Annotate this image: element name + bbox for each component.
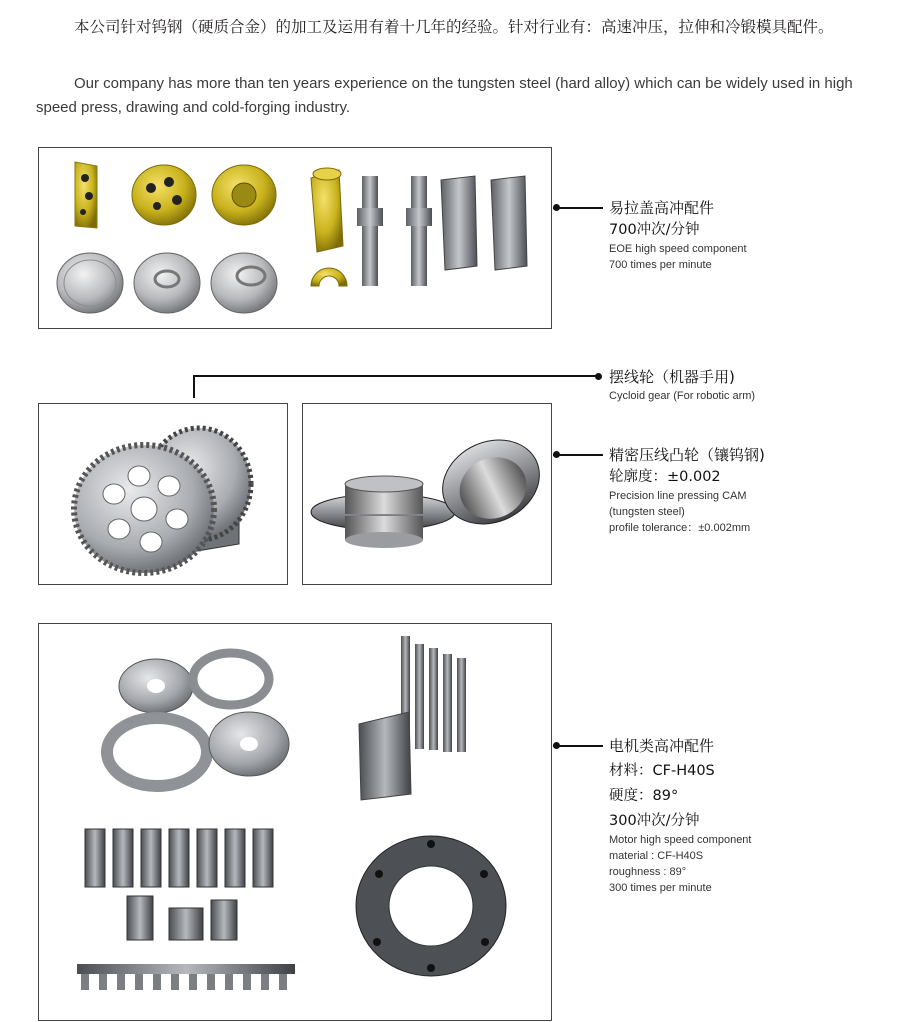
motor-speed-cn: 300冲次/分钟 [609,813,700,829]
cycloid-title: 摆线轮（机器手用) [609,368,735,386]
intro-english: Our company has more than ten years experience on the tungsten steel (hard alloy) which can be widely used in high speed press, drawing and cold-forging industry. [36,75,853,116]
cycloid-desc-en: Cycloid gear (For robotic arm) [609,390,756,402]
cam-tolerance-cn: 轮廓度：±0.002 [609,469,721,485]
eoe-callout [609,197,747,273]
motor-roughness-en: roughness : 89° [609,866,687,878]
cam-title: 精密压线凸轮（镶钨钢) [609,446,765,464]
motor-material-cn: 材料：CF-H40S [609,763,715,779]
cam-callout-line [553,454,603,456]
cycloid-callout-line [193,375,600,377]
cam-callout [609,444,765,536]
cam-material-en: (tungsten steel) [609,506,685,518]
motor-desc-en: Motor high speed component [609,834,752,846]
motor-callout [609,735,751,896]
eoe-speed-cn: 700冲次/分钟 [609,222,700,238]
eoe-title: 易拉盖高冲配件 [609,199,715,217]
cycloid-callout-vline [193,375,195,398]
cam-photo-box [302,403,552,585]
cam-tolerance-en: profile tolerance：±0.002mm [609,522,751,534]
motor-hardness-cn: 硬度：89° [609,788,679,804]
cam-illustration [303,404,551,584]
motor-parts-illustration [39,624,551,1020]
eoe-parts-photo-box [38,147,552,329]
cycloid-callout [609,366,755,404]
eoe-callout-line [553,207,603,209]
intro-chinese: 本公司针对钨钢（硬质合金）的加工及运用有着十几年的经验。针对行业有：高速冲压，拉伸和冷锻模具配件。 [74,18,834,36]
motor-parts-photo-box [38,623,552,1021]
motor-material-en: material : CF-H40S [609,850,704,862]
cam-desc-en: Precision line pressing CAM [609,490,747,502]
eoe-parts-illustration [39,148,551,328]
cycloid-gear-photo-box [38,403,288,585]
eoe-desc-en: EOE high speed component [609,243,747,255]
eoe-speed-en: 700 times per minute [609,259,712,271]
motor-speed-en: 300 times per minute [609,882,712,894]
cycloid-gear-illustration [39,404,287,584]
motor-callout-line [553,745,603,747]
cycloid-callout-dot [595,373,602,380]
motor-title: 电机类高冲配件 [609,737,715,755]
